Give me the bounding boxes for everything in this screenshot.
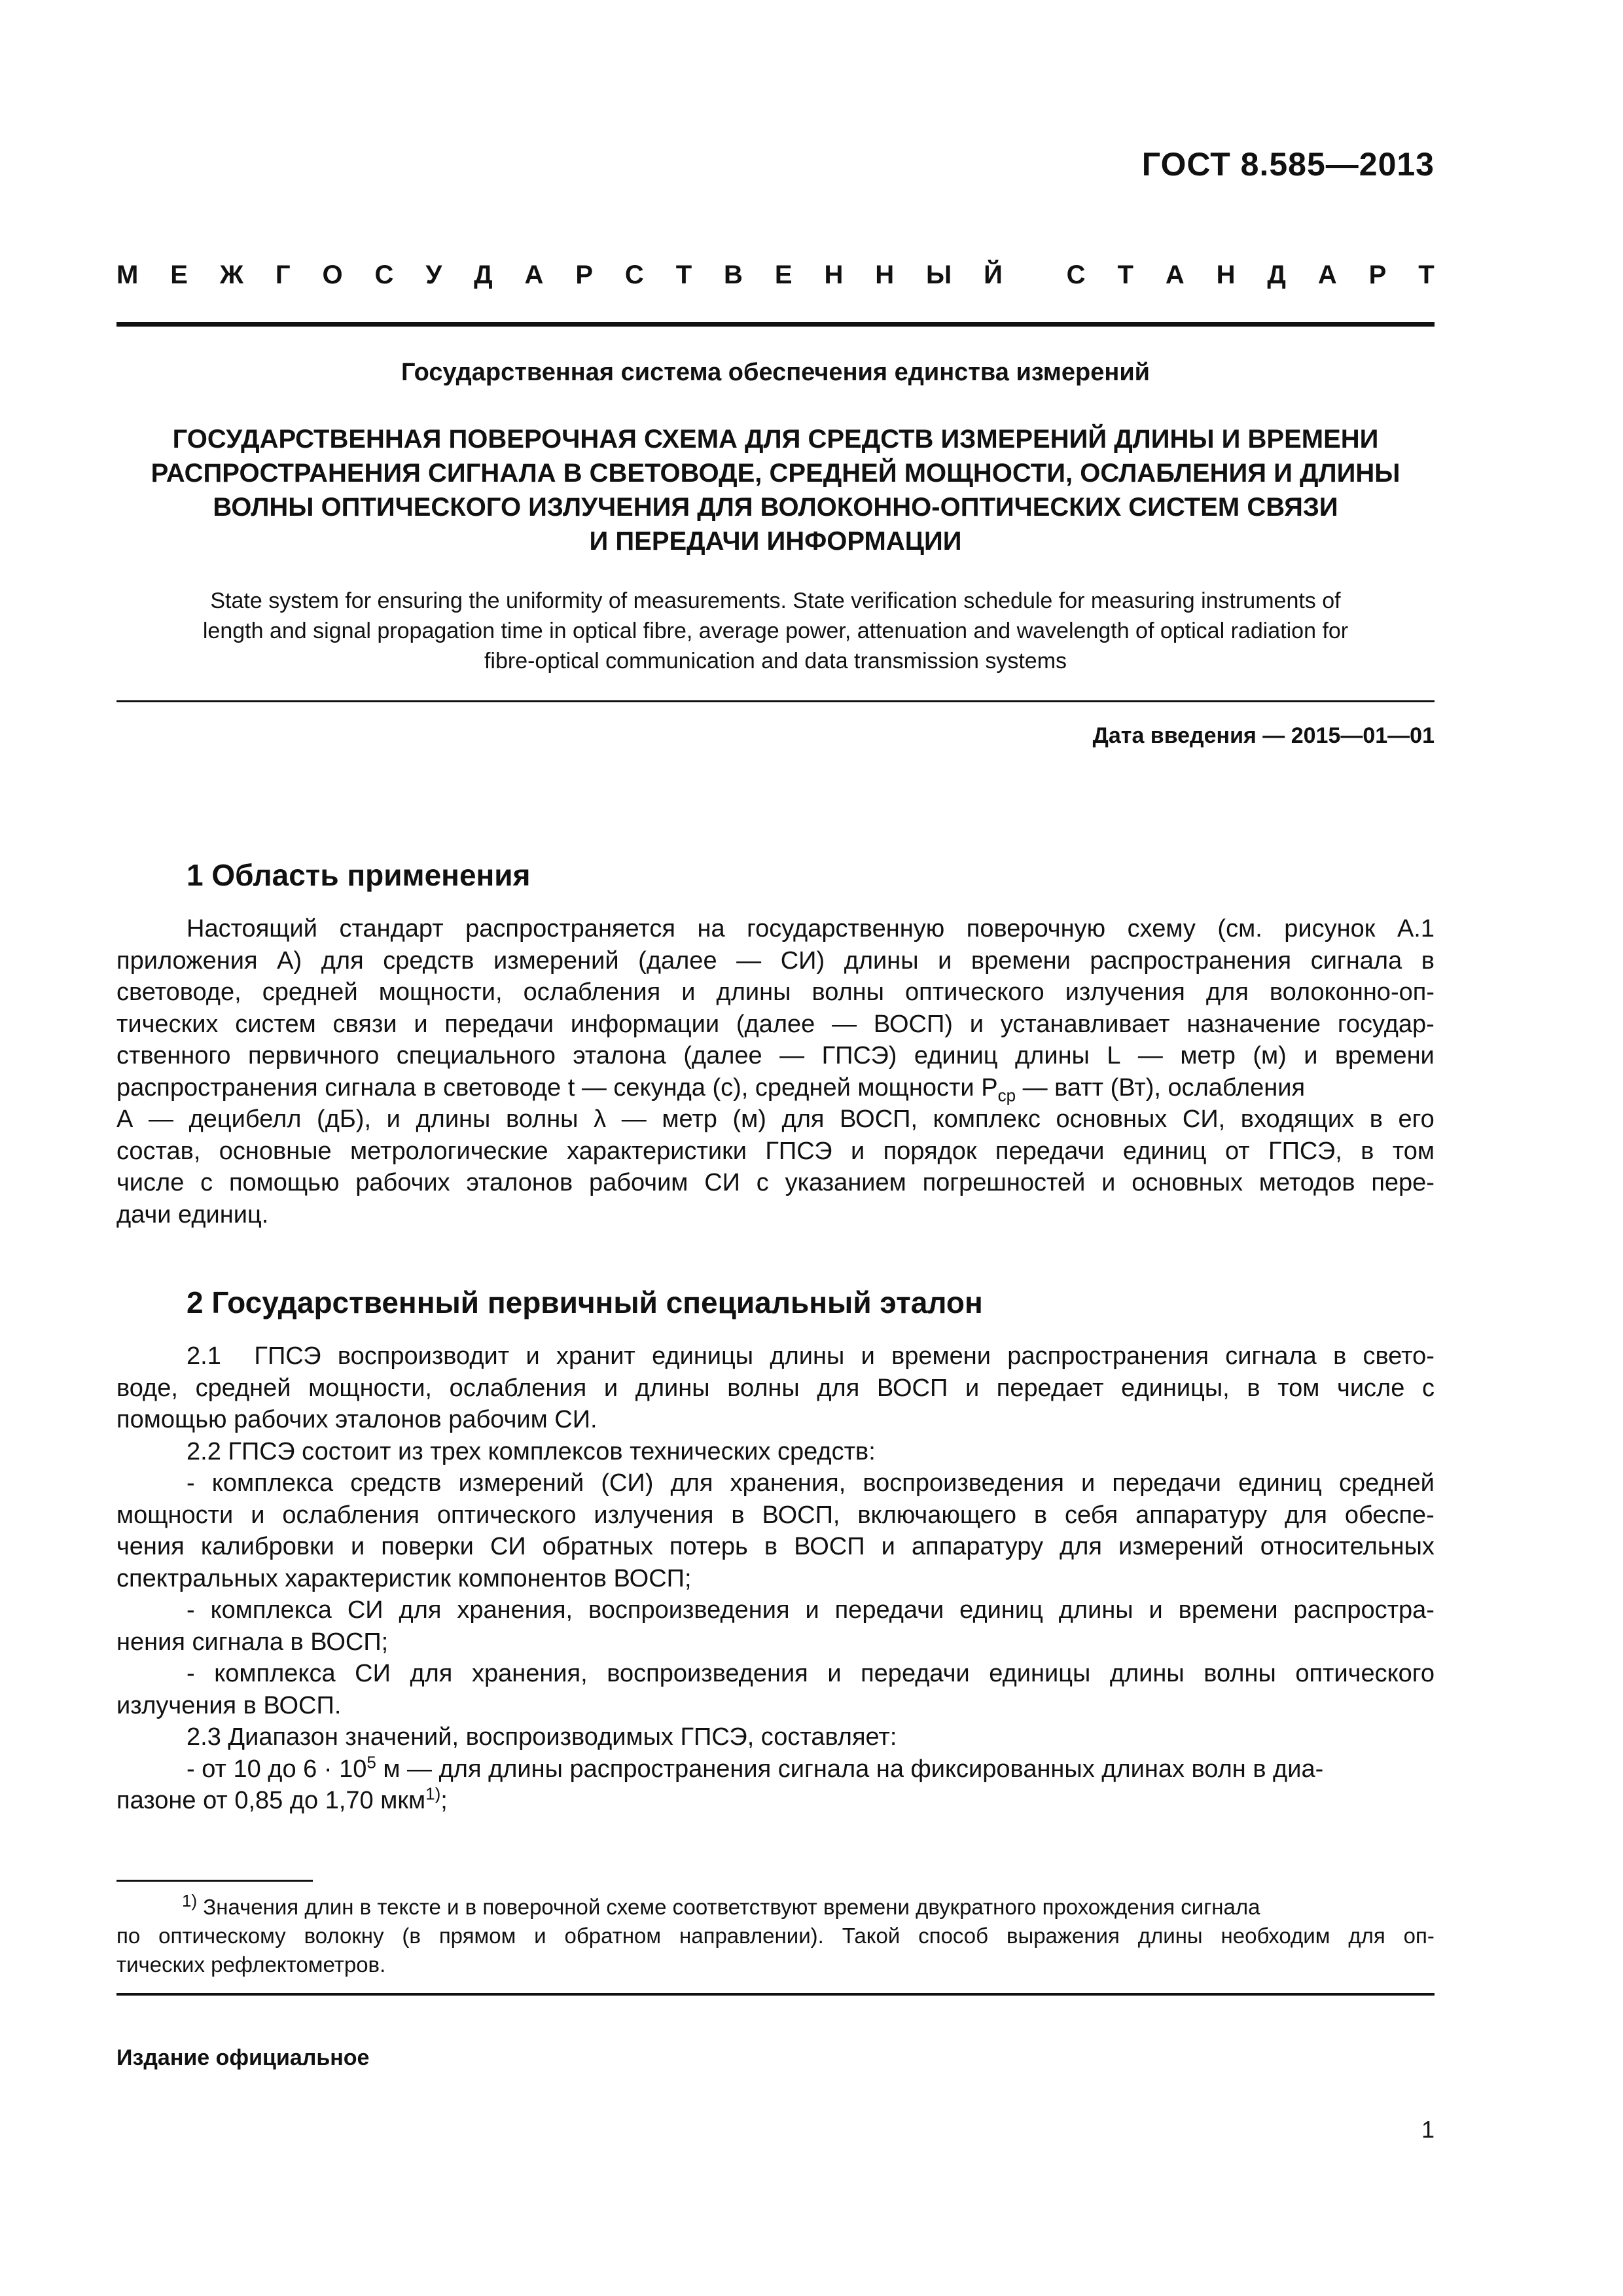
word: и xyxy=(681,978,696,1006)
text-line: распространения сигнала в световоде t — секунда (с), средней мощности $P_{ср}$ — ватт (Вт), ослабления xyxy=(116,1073,1306,1105)
word: и xyxy=(965,1374,980,1402)
word: необходим xyxy=(1221,1924,1330,1948)
text-line: дачи единиц. xyxy=(116,1200,269,1229)
word: времени xyxy=(1334,1042,1435,1069)
word: волны xyxy=(727,1374,800,1402)
word: в xyxy=(1361,1137,1374,1165)
word: ВОСП) xyxy=(873,1010,953,1038)
word: - xyxy=(187,1469,195,1497)
word: (далее xyxy=(638,946,717,975)
word: воспроизведения xyxy=(863,1469,1064,1497)
text-line: излучения в ВОСП. xyxy=(116,1691,342,1719)
word: сигнала xyxy=(1225,1342,1317,1370)
word: единиц xyxy=(1122,1137,1207,1165)
word: мощности xyxy=(116,1501,234,1529)
interstate-letter: Т xyxy=(675,260,692,289)
word: и xyxy=(534,1924,546,1948)
word: волокну xyxy=(304,1924,384,1948)
word: погрешностей xyxy=(922,1169,1086,1196)
text-line xyxy=(116,1340,1435,1372)
word: длины xyxy=(1137,1924,1203,1948)
word: длины xyxy=(1109,1660,1185,1687)
word: в xyxy=(1247,1374,1260,1402)
word: — xyxy=(621,1105,647,1133)
word: (далее xyxy=(683,1042,762,1069)
word: тических xyxy=(116,1010,219,1038)
word: единиц xyxy=(914,1042,998,1069)
interstate-letter: А xyxy=(1317,260,1337,289)
word: - xyxy=(187,1596,195,1624)
interstate-letter: С xyxy=(1066,260,1086,289)
word: и xyxy=(861,1342,875,1370)
word: (м) xyxy=(732,1105,766,1133)
word: основных xyxy=(1056,1105,1168,1133)
word: волоконно-оп- xyxy=(1269,978,1435,1006)
word: СИ) xyxy=(780,946,825,975)
word: мощности, xyxy=(308,1374,432,1402)
word: ослабления xyxy=(523,978,661,1006)
word: поверочную xyxy=(966,915,1106,942)
word: для xyxy=(1348,1924,1385,1948)
footnote-line xyxy=(116,1922,1435,1950)
word: и xyxy=(881,1533,895,1560)
word: времени xyxy=(971,946,1071,975)
text-line xyxy=(116,1103,1435,1136)
word: систем xyxy=(235,1010,316,1038)
word: Настоящий xyxy=(187,915,317,942)
word: — xyxy=(736,946,762,975)
word: для xyxy=(1285,1501,1327,1529)
text-line xyxy=(116,977,1435,1009)
word: свето- xyxy=(1363,1342,1435,1370)
word: калибровки xyxy=(200,1533,334,1560)
word: передачи xyxy=(834,1596,944,1624)
word: и xyxy=(350,1533,365,1560)
word: аппаратуру xyxy=(1135,1501,1268,1529)
word: волны xyxy=(505,1105,579,1133)
word: А) xyxy=(277,946,302,975)
word: А.1 xyxy=(1397,915,1435,942)
word: ственного xyxy=(116,1042,231,1069)
word: (дБ), xyxy=(317,1105,372,1133)
word: поверки xyxy=(381,1533,474,1560)
title-line: И ПЕРЕДАЧИ ИНФОРМАЦИИ xyxy=(589,527,962,556)
word: распространяется xyxy=(465,915,675,942)
word: сигнала xyxy=(1310,946,1402,975)
header-divider xyxy=(116,322,1435,327)
word: относительных xyxy=(1260,1533,1435,1560)
word: измерений xyxy=(1118,1533,1244,1560)
word: в xyxy=(1369,1105,1383,1133)
interstate-letter: Е xyxy=(170,260,188,289)
word: средней xyxy=(195,1374,291,1402)
english-title-line: State system for ensuring the uniformity of measurements. State verification schedule for measuring instruments of xyxy=(210,588,1341,613)
word: ГПСЭ, xyxy=(1268,1137,1342,1165)
word: и xyxy=(805,1596,819,1624)
word: СИ, xyxy=(1182,1105,1226,1133)
interstate-letter: Д xyxy=(474,260,493,289)
word: СИ xyxy=(355,1660,391,1687)
section-2-heading: 2 Государственный первичный специальный эталон xyxy=(187,1285,983,1319)
word: указанием xyxy=(785,1169,906,1196)
word: в xyxy=(1333,1342,1347,1370)
word: (в xyxy=(402,1924,421,1948)
word: с xyxy=(200,1169,213,1196)
word: и xyxy=(603,1374,618,1402)
word: включающего xyxy=(857,1501,1016,1529)
word: ГПСЭ xyxy=(254,1342,321,1370)
word: волны xyxy=(812,978,884,1006)
word: потерь xyxy=(669,1533,748,1560)
word: стандарт xyxy=(339,915,444,942)
word: излучения xyxy=(594,1501,714,1529)
page-number: 1 xyxy=(1421,2116,1435,2143)
word: L xyxy=(1107,1042,1121,1069)
word: рабочим xyxy=(588,1169,688,1196)
word: для xyxy=(781,1105,825,1133)
word: оптического xyxy=(1295,1660,1435,1687)
word: основных xyxy=(1132,1169,1243,1196)
word: обеспе- xyxy=(1344,1501,1435,1529)
word: передает xyxy=(996,1374,1104,1402)
word: в xyxy=(1421,946,1435,975)
word: средств xyxy=(350,1469,442,1497)
word: для xyxy=(1205,978,1249,1006)
text-line xyxy=(116,1136,1435,1168)
word: хранения, xyxy=(730,1469,846,1497)
official-edition-label: Издание официальное xyxy=(116,2045,370,2070)
interstate-letter: С xyxy=(624,260,644,289)
word: (м) xyxy=(1253,1042,1287,1069)
word: — xyxy=(779,1042,805,1069)
word: и xyxy=(969,1010,984,1038)
word: световоде, xyxy=(116,978,241,1006)
interstate-letter: Д xyxy=(1267,260,1286,289)
footnote-line: $^{1)}$ Значения длин в тексте и в поверочной схеме соответствуют времени двукратного прохождения сигнала xyxy=(182,1891,1260,1919)
word: хранения, xyxy=(471,1660,588,1687)
word: методов xyxy=(1258,1169,1355,1196)
word: государ- xyxy=(1337,1010,1435,1038)
word: его xyxy=(1398,1105,1435,1133)
word: (см. xyxy=(1217,915,1262,942)
word: аппаратуру xyxy=(911,1533,1043,1560)
interstate-letter: Т xyxy=(1418,260,1435,289)
word: средней xyxy=(1338,1469,1435,1497)
word: и xyxy=(526,1342,540,1370)
word: государственную xyxy=(747,915,945,942)
text-line xyxy=(116,1167,1435,1199)
word: выражения xyxy=(1006,1924,1120,1948)
word: информации xyxy=(570,1010,720,1038)
word: воспроизведения xyxy=(607,1660,808,1687)
word: λ xyxy=(594,1105,607,1133)
word: ВОСП xyxy=(794,1533,865,1560)
word: в xyxy=(764,1533,778,1560)
word: пере- xyxy=(1371,1169,1435,1196)
text-line: - от 10 до $6 \cdot 10^5$ м — для длины распространения сигнала на фиксированных длинах волн в диа- xyxy=(187,1751,1324,1783)
section-1-body xyxy=(116,913,1435,1230)
word: комплекса xyxy=(211,1469,334,1497)
interstate-letter: О xyxy=(322,260,343,289)
word: распростра- xyxy=(1293,1596,1435,1624)
word: (СИ) xyxy=(601,1469,654,1497)
word: числе xyxy=(1337,1374,1405,1402)
word: комплекса xyxy=(214,1660,336,1687)
text-line: спектральных характеристик компонентов ВОСП; xyxy=(116,1564,692,1592)
word: децибелл xyxy=(188,1105,302,1133)
text-line: пазоне от 0,85 до 1,70 мкм$^{1)}$; xyxy=(116,1784,448,1814)
word: средств xyxy=(383,946,474,975)
word: единиц xyxy=(959,1596,1043,1624)
word: ослабления xyxy=(449,1374,587,1402)
word: и xyxy=(1081,1469,1096,1497)
interstate-letter: У xyxy=(425,260,442,289)
word: СИ xyxy=(347,1596,383,1624)
interstate-letter: Ж xyxy=(219,260,243,289)
interstate-letter: Н xyxy=(824,260,844,289)
text-line xyxy=(116,913,1435,945)
word: комплекса xyxy=(210,1596,332,1624)
english-title-line: length and signal propagation time in optical fibre, average power, attenuation and wavelength of optical radiation for xyxy=(202,619,1349,643)
word: том xyxy=(1392,1137,1435,1165)
interstate-standard-label xyxy=(116,260,1435,290)
english-title-line: fibre-optical communication and data transmission systems xyxy=(484,649,1067,673)
word: волны xyxy=(1204,1660,1276,1687)
word: длины xyxy=(716,978,791,1006)
footnote-line: тических рефлектометров. xyxy=(116,1952,386,1977)
word: передачи xyxy=(444,1010,554,1038)
word: комплекс xyxy=(933,1105,1041,1133)
word: направлении). xyxy=(679,1924,824,1948)
word: связи xyxy=(332,1010,397,1038)
system-title: Государственная система обеспечения единства измерений xyxy=(401,359,1150,386)
word: и xyxy=(1149,1596,1163,1624)
text-line xyxy=(116,1372,1435,1405)
interstate-letter: Р xyxy=(575,260,593,289)
footnote xyxy=(116,1893,1435,1979)
gost-number: ГОСТ 8.585—2013 xyxy=(1141,146,1435,183)
word: - xyxy=(187,1660,195,1687)
word: времени xyxy=(891,1342,991,1370)
text-line xyxy=(116,1040,1435,1072)
section-2-body xyxy=(116,1340,1435,1817)
text-line: 2.3 Диапазон значений, воспроизводимых ГПСЭ, составляет: xyxy=(187,1723,897,1751)
word: — xyxy=(148,1105,173,1133)
word: обратных xyxy=(542,1533,653,1560)
word: хранит xyxy=(556,1342,635,1370)
word: ГПСЭ xyxy=(765,1137,832,1165)
word: устанавливает xyxy=(1000,1010,1170,1038)
word: состав, xyxy=(116,1137,201,1165)
word: измерений xyxy=(458,1469,584,1497)
interstate-letter: М xyxy=(116,260,139,289)
word: длины xyxy=(1015,1042,1090,1069)
word: оптическому xyxy=(158,1924,286,1948)
word: и xyxy=(938,946,952,975)
interstate-letter: Р xyxy=(1368,260,1387,289)
title-line: РАСПРОСТРАНЕНИЯ СИГНАЛА В СВЕТОВОДЕ, СРЕДНЕЙ МОЩНОСТИ, ОСЛАБЛЕНИЯ И ДЛИНЫ xyxy=(151,459,1400,488)
word: специального xyxy=(396,1042,556,1069)
word: чения xyxy=(116,1533,185,1560)
word: для xyxy=(321,946,364,975)
footnote-marker: 1) xyxy=(182,1891,198,1910)
word: приложения xyxy=(116,946,258,975)
interstate-letter: В xyxy=(724,260,743,289)
word: длины xyxy=(844,946,919,975)
word: для xyxy=(670,1469,713,1497)
word: с xyxy=(1421,1374,1435,1402)
title-divider xyxy=(116,700,1435,702)
word: длины xyxy=(1058,1596,1133,1624)
word: эталонов xyxy=(466,1169,573,1196)
word: схему xyxy=(1127,915,1196,942)
word: передачи xyxy=(1112,1469,1222,1497)
standard-title xyxy=(116,422,1435,558)
text-line xyxy=(116,945,1435,977)
word: том xyxy=(1277,1374,1320,1402)
text-line xyxy=(116,1531,1435,1563)
text-line: 2.2 ГПСЭ состоит из трех комплексов технических средств: xyxy=(187,1437,876,1465)
footnote-divider xyxy=(116,1880,313,1882)
word: метр xyxy=(662,1105,717,1133)
interstate-letter: Й xyxy=(984,260,1003,289)
word: характеристики xyxy=(567,1137,747,1165)
word: (далее xyxy=(736,1010,815,1038)
word: порядок xyxy=(883,1137,977,1165)
word: средней xyxy=(262,978,358,1006)
word: и xyxy=(827,1660,842,1687)
word: метрологические xyxy=(350,1137,548,1165)
interstate-letter: А xyxy=(524,260,544,289)
word: от xyxy=(1224,1137,1250,1165)
word: ВОСП, xyxy=(762,1501,840,1529)
word: в xyxy=(1033,1501,1048,1529)
word: — xyxy=(1137,1042,1163,1069)
interstate-letter: Н xyxy=(875,260,895,289)
word: воспроизведения xyxy=(588,1596,790,1624)
word: излучения xyxy=(1065,978,1185,1006)
word: длины xyxy=(416,1105,491,1133)
word: оптического xyxy=(905,978,1044,1006)
word: ВОСП, xyxy=(840,1105,918,1133)
word: 2.1 xyxy=(187,1342,221,1370)
word: СИ xyxy=(490,1533,526,1560)
word: назначение xyxy=(1186,1010,1321,1038)
word: воде, xyxy=(116,1374,178,1402)
word: себя xyxy=(1065,1501,1118,1529)
word: в xyxy=(731,1501,745,1529)
interstate-letter: Н xyxy=(1216,260,1236,289)
word: A xyxy=(116,1105,134,1133)
word: на xyxy=(697,915,725,942)
text-line xyxy=(116,1499,1435,1532)
word: распространения xyxy=(1007,1342,1209,1370)
word: и xyxy=(414,1010,428,1038)
word: распространения xyxy=(1090,946,1292,975)
word: единицы xyxy=(652,1342,754,1370)
word: обратном xyxy=(564,1924,662,1948)
word: входящих xyxy=(1240,1105,1355,1133)
word: оп- xyxy=(1403,1924,1435,1948)
word: рабочих xyxy=(355,1169,450,1196)
word: и xyxy=(1304,1042,1318,1069)
word: — xyxy=(832,1010,857,1038)
word: помощью xyxy=(228,1169,340,1196)
text-line xyxy=(116,1467,1435,1499)
title-line: ВОЛНЫ ОПТИЧЕСКОГО ИЗЛУЧЕНИЯ ДЛЯ ВОЛОКОННО-ОПТИЧЕСКИХ СИСТЕМ СВЯЗИ xyxy=(213,493,1338,522)
word: для xyxy=(410,1660,453,1687)
introduction-date: Дата введения — 2015—01—01 xyxy=(1092,723,1435,748)
word: измерений xyxy=(493,946,619,975)
word: СИ xyxy=(704,1169,740,1196)
word: единицы, xyxy=(1121,1374,1230,1402)
text-line: помощью рабочих эталонов рабочим СИ. xyxy=(116,1406,597,1433)
english-title xyxy=(116,586,1435,676)
word: ВОСП xyxy=(876,1374,948,1402)
interstate-letter: А xyxy=(1165,260,1185,289)
word: с xyxy=(756,1169,769,1196)
footer-divider xyxy=(116,1993,1435,1996)
text-line: нения сигнала в ВОСП; xyxy=(116,1628,389,1656)
word: для xyxy=(1060,1533,1102,1560)
word: Такой xyxy=(842,1924,901,1948)
word: числе xyxy=(116,1169,185,1196)
word: единицы xyxy=(989,1660,1091,1687)
word: ослабления xyxy=(282,1501,419,1529)
word: мощности, xyxy=(378,978,503,1006)
word: оптического xyxy=(437,1501,577,1529)
interstate-letter: Г xyxy=(275,260,291,289)
text-line xyxy=(116,1594,1435,1626)
word: и xyxy=(251,1501,265,1529)
word: воспроизводит xyxy=(337,1342,510,1370)
word: передачи xyxy=(995,1137,1105,1165)
word: хранения, xyxy=(457,1596,573,1624)
word: первичного xyxy=(248,1042,380,1069)
text-line xyxy=(116,1658,1435,1690)
word: способ xyxy=(918,1924,989,1948)
interstate-letter: С xyxy=(374,260,394,289)
word: и xyxy=(850,1137,865,1165)
word: передачи xyxy=(861,1660,970,1687)
word: прямом xyxy=(438,1924,516,1948)
word: эталона xyxy=(573,1042,666,1069)
text-line xyxy=(116,1009,1435,1041)
word: длины xyxy=(635,1374,710,1402)
word: времени xyxy=(1178,1596,1278,1624)
interstate-letter: Т xyxy=(1117,260,1133,289)
word: метр xyxy=(1180,1042,1236,1069)
word: для xyxy=(399,1596,442,1624)
interstate-letter: Ы xyxy=(926,260,952,289)
footnote-reference[interactable]: 1) xyxy=(425,1784,441,1804)
word: и xyxy=(1101,1169,1116,1196)
word: и xyxy=(386,1105,401,1133)
word: для xyxy=(817,1374,860,1402)
word: ГПСЭ) xyxy=(821,1042,897,1069)
word: длины xyxy=(770,1342,845,1370)
word: основные xyxy=(219,1137,332,1165)
word: единиц xyxy=(1238,1469,1322,1497)
word: рисунок xyxy=(1284,915,1376,942)
title-line: ГОСУДАРСТВЕННАЯ ПОВЕРОЧНАЯ СХЕМА ДЛЯ СРЕДСТВ ИЗМЕРЕНИЙ ДЛИНЫ И ВРЕМЕНИ xyxy=(172,425,1379,454)
word: по xyxy=(116,1924,141,1948)
section-1-heading: 1 Область применения xyxy=(187,858,531,892)
interstate-letter: Е xyxy=(774,260,793,289)
